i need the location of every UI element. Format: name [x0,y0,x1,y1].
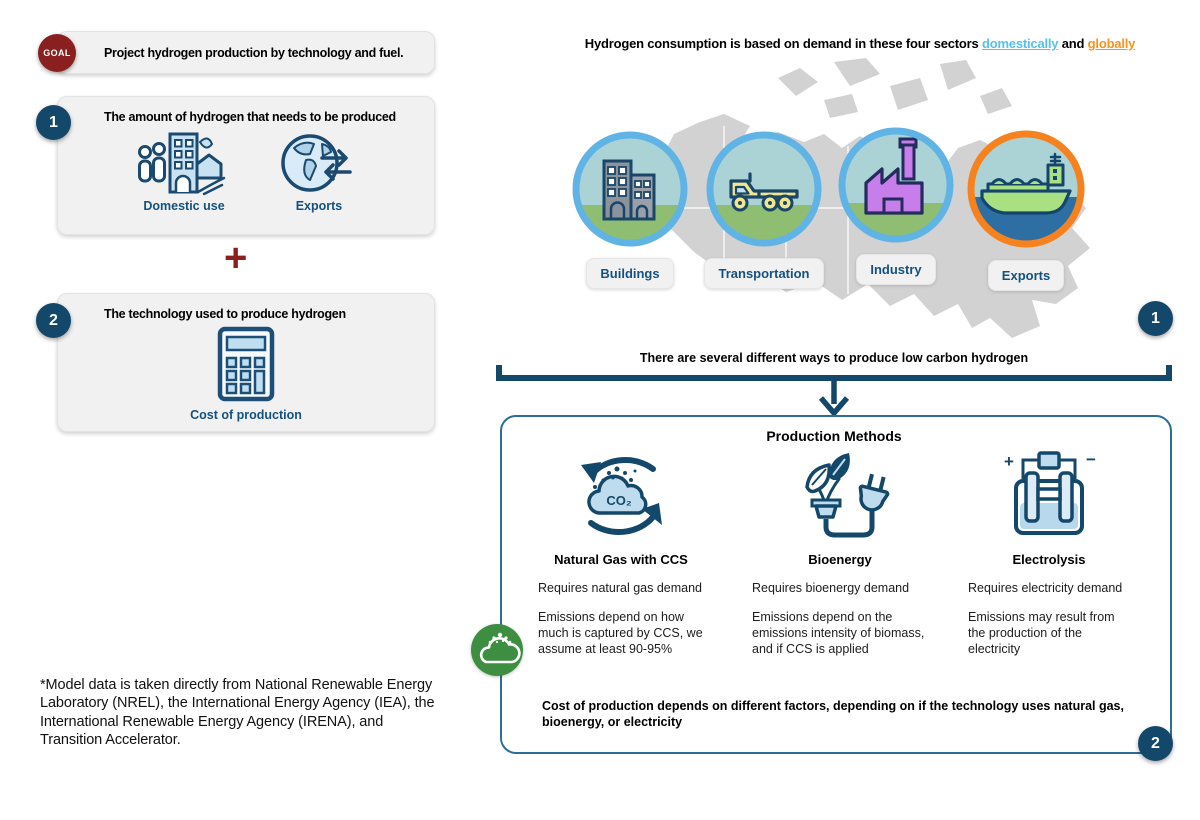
consumption-header [520,36,1200,51]
map-step1-badge: 1 [1138,301,1173,336]
production-methods-title: Production Methods [766,428,902,444]
sector-industry [834,127,958,285]
transportation-label: Transportation [704,258,823,289]
industry-label: Industry [856,254,935,285]
bracket-arrow [494,362,1174,418]
step1-title: The amount of hydrogen that needs to be produced [104,110,396,124]
sector-exports [964,129,1088,291]
method-natural-gas-ccs [538,446,704,657]
truck-icon [706,131,822,247]
step2-card [57,293,435,432]
method-bioenergy [752,446,928,657]
sector-buildings [568,131,692,289]
co2-label: CO₂ [606,493,632,508]
calculator-icon [215,325,277,405]
bioenergy-plug-icon [785,447,895,545]
buildings-icon [572,131,688,247]
goal-card [57,31,435,74]
minus-terminal-label: − [1086,450,1096,469]
electrolysis-icon-wrap [968,446,1130,546]
method-title-bioenergy: Bioenergy [808,552,872,567]
factory-icon [838,127,954,243]
ccs-icon-wrap [538,446,704,546]
ccs-recycle-icon [565,447,677,545]
header-text-prefix: Hydrogen consumption is based on demand in these four sectors [584,36,982,51]
domestic-use-item [134,130,234,213]
plus-sign: + [224,236,248,280]
cost-note: Cost of production depends on different factors, depending on if the technology uses natural gas, bioenergy, or electricity [542,699,1124,730]
exports-label: Exports [295,199,343,213]
method-point: Emissions depend on how much is captured by CCS, we assume at least 90-95% [538,610,703,656]
goal-text: Project hydrogen production by technology and fuel. [104,45,404,60]
emissions-badge [471,624,523,676]
domestic-use-icon [134,130,234,196]
cost-of-production-item [190,325,302,422]
method-point: Requires natural gas demand [538,581,702,595]
buildings-label: Buildings [586,258,673,289]
step1-icon-row [58,130,434,213]
step2-title: The technology used to produce hydrogen [104,307,346,321]
ways-text: There are several different ways to produce low carbon hydrogen [639,351,1029,365]
globally-link[interactable]: globally [1087,36,1136,51]
step2-number-badge: 2 [36,303,71,338]
exports-sector-label: Exports [988,260,1064,291]
plus-terminal-label: + [1004,452,1014,471]
method-title-ccs: Natural Gas with CCS [554,552,688,567]
method-point: Requires bioenergy demand [752,581,910,595]
goal-badge: GOAL [38,34,76,72]
step1-number-badge: 1 [36,105,71,140]
domestic-use-label: Domestic use [143,199,225,213]
method-point: Requires electricity demand [968,581,1123,595]
emissions-cloud-icon [473,626,521,674]
production-step2-badge: 2 [1138,726,1173,761]
header-text-conjunction: and [1058,36,1088,51]
method-electrolysis [968,446,1130,657]
step1-card [57,96,435,235]
method-title-electrolysis: Electrolysis [1012,552,1086,567]
globe-exports-icon [280,130,358,196]
cost-of-production-label: Cost of production [190,408,302,422]
method-point: Emissions depend on the emissions intensity of biomass, and if CCS is applied [752,610,925,656]
exports-item [280,130,358,213]
footnote: *Model data is taken directly from National Renewable Energy Laboratory (NREL), the International Energy Agency (IEA), the International Renewable Energy Agency (IRENA), and Transition Accelerator. [40,677,435,749]
bioenergy-icon-wrap [752,446,928,546]
ship-icon [966,129,1086,249]
sector-transportation [702,131,826,289]
electrolysis-icon [996,447,1102,545]
domestically-link[interactable]: domestically [981,36,1059,51]
step2-icon-row [58,325,434,422]
method-point: Emissions may result from the production of the electricity [968,610,1115,656]
